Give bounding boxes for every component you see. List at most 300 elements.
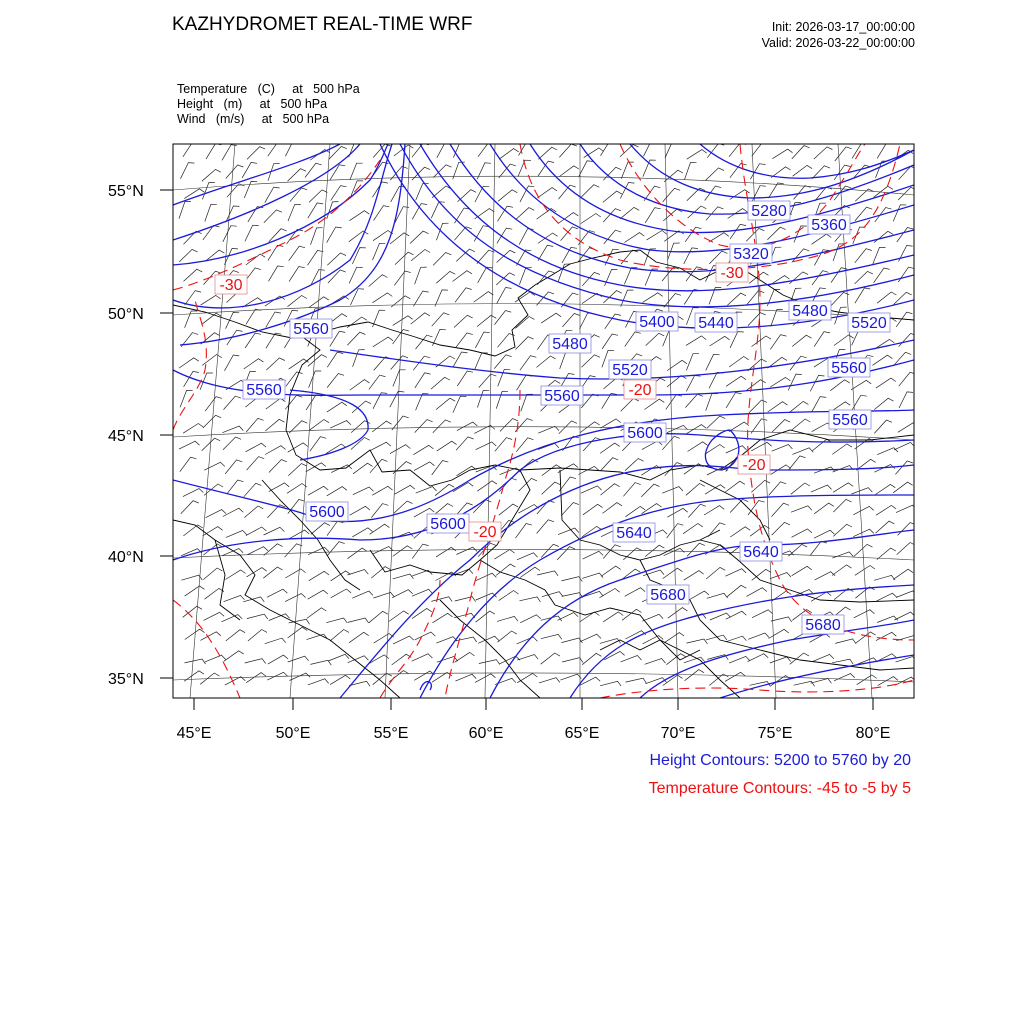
wind-barb bbox=[433, 420, 451, 433]
wind-barb bbox=[830, 380, 849, 391]
wind-barb bbox=[602, 393, 617, 408]
wind-barb bbox=[453, 271, 473, 282]
wind-barb bbox=[812, 397, 827, 413]
wind-barb bbox=[496, 391, 508, 408]
wind-barb bbox=[856, 632, 876, 643]
wind-barb bbox=[876, 521, 895, 533]
wind-barb bbox=[411, 570, 432, 576]
wind-barb bbox=[412, 654, 433, 661]
wind-barb bbox=[289, 530, 309, 539]
wind-barb bbox=[205, 204, 217, 221]
wind-barb bbox=[684, 289, 700, 304]
wind-barb bbox=[876, 484, 896, 494]
wind-barb bbox=[646, 333, 665, 345]
wind-barb bbox=[855, 288, 870, 303]
wind-barb bbox=[246, 673, 266, 683]
wind-barb bbox=[413, 291, 428, 306]
wind-barb bbox=[311, 228, 323, 245]
wind-barb bbox=[538, 245, 553, 260]
wind-barb bbox=[604, 230, 621, 244]
wind-barb bbox=[242, 162, 257, 178]
wind-barb bbox=[519, 229, 533, 245]
wind-barb bbox=[456, 547, 477, 554]
wind-barb bbox=[898, 267, 914, 282]
wind-barb bbox=[601, 141, 616, 156]
wind-barb bbox=[834, 674, 855, 681]
wind-barb bbox=[833, 524, 852, 536]
wind-barb bbox=[476, 611, 495, 622]
wind-barb bbox=[580, 313, 594, 329]
wind-barb bbox=[311, 270, 325, 286]
wind-barb bbox=[810, 375, 824, 391]
wind-barb bbox=[792, 335, 811, 346]
wind-barb bbox=[331, 186, 347, 201]
wind-barb bbox=[560, 352, 572, 369]
wind-barb bbox=[268, 655, 288, 664]
wind-barb bbox=[455, 288, 472, 302]
wind-barb bbox=[894, 442, 915, 450]
wind-barb bbox=[727, 293, 746, 305]
wind-barb bbox=[621, 162, 634, 179]
wind-barb bbox=[352, 528, 372, 537]
wind-barb bbox=[726, 636, 747, 642]
wind-barb bbox=[748, 313, 766, 326]
wind-barb bbox=[266, 398, 286, 409]
wind-barb bbox=[350, 380, 370, 391]
latitude-axis bbox=[160, 190, 173, 678]
wind-barb bbox=[709, 251, 727, 264]
wind-barb bbox=[288, 204, 301, 221]
lon-label-70: 70°E bbox=[660, 725, 696, 742]
wind-barb bbox=[327, 487, 347, 496]
wind-barb bbox=[561, 638, 582, 643]
lat-label-45: 45°N bbox=[108, 428, 144, 445]
wind-barb bbox=[248, 630, 267, 642]
wind-barb bbox=[223, 437, 241, 450]
wind-barb bbox=[810, 541, 827, 555]
wind-barb bbox=[520, 597, 541, 602]
wind-barb bbox=[269, 460, 287, 473]
wind-barb bbox=[730, 224, 746, 239]
wind-barb bbox=[539, 678, 560, 683]
wind-barb bbox=[730, 527, 750, 537]
wind-barb bbox=[578, 231, 595, 245]
wind-barb bbox=[582, 272, 600, 285]
wind-barb bbox=[477, 481, 497, 491]
wind-barb bbox=[853, 227, 866, 244]
wind-barb bbox=[185, 291, 201, 306]
wind-barb bbox=[603, 503, 623, 514]
wind-barb bbox=[431, 597, 452, 602]
wind-barb bbox=[558, 264, 570, 281]
wind-barb bbox=[326, 618, 347, 623]
wind-barb bbox=[494, 355, 511, 369]
wind-barb bbox=[683, 524, 703, 534]
wind-barb bbox=[389, 611, 409, 622]
wind-barb bbox=[835, 639, 856, 644]
wind-barb bbox=[647, 231, 667, 240]
wind-barb bbox=[498, 206, 514, 221]
wind-barb bbox=[813, 439, 832, 450]
wind-barb bbox=[814, 147, 833, 159]
temperature-label: -20 bbox=[473, 524, 497, 541]
height-label: 5560 bbox=[246, 382, 282, 399]
wind-barb bbox=[517, 553, 538, 560]
wind-barb bbox=[391, 296, 410, 307]
wind-barb bbox=[747, 291, 764, 305]
wind-barb bbox=[814, 332, 830, 347]
wind-barb bbox=[705, 485, 725, 495]
wind-barb bbox=[834, 335, 854, 346]
wind-barb bbox=[688, 442, 708, 452]
wind-barb bbox=[183, 489, 204, 497]
wind-barb bbox=[244, 506, 263, 518]
wind-barb bbox=[583, 551, 604, 559]
wind-barb bbox=[832, 659, 853, 664]
wind-barb bbox=[876, 505, 896, 515]
wind-barb bbox=[559, 166, 579, 177]
wind-barb bbox=[310, 420, 330, 431]
lon-label-75: 75°E bbox=[757, 725, 793, 742]
wind-barb bbox=[457, 371, 473, 386]
wind-barb bbox=[516, 438, 533, 452]
wind-barb bbox=[371, 567, 390, 579]
wind-barb bbox=[538, 147, 557, 159]
wind-barb bbox=[310, 437, 326, 452]
wind-barb bbox=[600, 458, 618, 471]
height-label: 5640 bbox=[743, 544, 779, 561]
wind-barb bbox=[854, 610, 875, 618]
wind-barb bbox=[287, 484, 307, 494]
height-label: 5360 bbox=[811, 217, 847, 234]
height-label: 5520 bbox=[612, 362, 648, 379]
wind-barb bbox=[373, 592, 394, 598]
wind-barb bbox=[201, 295, 221, 305]
wind-barb bbox=[686, 336, 706, 346]
wind-barb bbox=[349, 231, 368, 242]
wind-barb bbox=[835, 147, 852, 161]
wind-barb bbox=[395, 485, 415, 494]
wind-barb bbox=[645, 399, 665, 409]
wind-barb bbox=[183, 424, 203, 434]
wind-barb bbox=[457, 466, 477, 476]
wind-barb bbox=[726, 376, 746, 386]
wind-barb bbox=[305, 163, 322, 177]
wind-barb bbox=[752, 336, 772, 347]
wind-barb bbox=[729, 656, 750, 663]
wind-barb bbox=[308, 486, 328, 495]
map-title: KAZHYDROMET REAL-TIME WRF bbox=[172, 14, 473, 35]
wind-barb bbox=[331, 589, 351, 598]
wind-barb bbox=[247, 147, 265, 160]
wind-barb bbox=[643, 293, 663, 303]
wind-barb bbox=[498, 334, 515, 348]
wind-barb bbox=[811, 485, 832, 492]
wind-barb bbox=[582, 355, 600, 367]
wind-barb bbox=[791, 419, 810, 431]
wind-barb bbox=[330, 165, 345, 180]
wind-barb bbox=[225, 570, 245, 580]
wind-barb bbox=[792, 566, 812, 575]
height-label: 5600 bbox=[309, 504, 345, 521]
wind-barb bbox=[436, 547, 456, 557]
wind-barb bbox=[350, 506, 370, 515]
wind-barb bbox=[434, 504, 453, 516]
wind-barb bbox=[431, 202, 445, 218]
wind-barb bbox=[308, 250, 324, 265]
wind-barb bbox=[621, 290, 634, 307]
wind-barb bbox=[310, 660, 331, 665]
wind-barb bbox=[641, 484, 659, 497]
wind-barb bbox=[603, 191, 622, 202]
lon-label-65: 65°E bbox=[564, 725, 600, 742]
wind-barb bbox=[579, 161, 593, 177]
wind-barb bbox=[349, 211, 369, 221]
wind-barb bbox=[289, 359, 309, 369]
wind-barb bbox=[243, 597, 264, 602]
wind-barb bbox=[814, 503, 834, 514]
wind-barb bbox=[499, 591, 519, 601]
wind-barb bbox=[580, 634, 601, 641]
wind-barb bbox=[558, 613, 579, 621]
wind-barb bbox=[562, 313, 580, 327]
wind-barb bbox=[664, 633, 684, 643]
height-label: 5280 bbox=[751, 203, 787, 220]
wind-barb bbox=[410, 231, 429, 243]
wind-barb bbox=[725, 481, 745, 492]
height-label: 5560 bbox=[832, 412, 868, 429]
wind-barb bbox=[246, 254, 265, 265]
wind-barb bbox=[393, 546, 413, 557]
wind-barb bbox=[833, 483, 853, 493]
wind-barb bbox=[748, 654, 769, 662]
wind-barb bbox=[497, 288, 512, 304]
wind-barb bbox=[179, 201, 191, 218]
wind-barb bbox=[268, 245, 283, 260]
lon-label-55: 55°E bbox=[373, 725, 409, 742]
wind-barb bbox=[852, 143, 867, 158]
wind-barb bbox=[832, 552, 853, 558]
height-contour-legend: Height Contours: 5200 to 5760 by 20 bbox=[649, 752, 911, 769]
wind-barb bbox=[204, 462, 225, 470]
wind-barb bbox=[794, 226, 807, 243]
wind-barb bbox=[831, 268, 847, 283]
wind-barb bbox=[602, 334, 618, 349]
wind-barb bbox=[625, 459, 644, 471]
wind-barb bbox=[390, 445, 410, 454]
wind-barb bbox=[517, 673, 537, 682]
wind-barb bbox=[898, 523, 916, 536]
wind-barb bbox=[600, 681, 621, 686]
wind-barb bbox=[542, 465, 562, 476]
wind-barb bbox=[436, 398, 455, 409]
wind-barb bbox=[369, 611, 388, 623]
wind-barb bbox=[370, 524, 390, 534]
wind-barb bbox=[474, 292, 494, 303]
wind-barb bbox=[224, 396, 241, 410]
wind-barb bbox=[202, 169, 221, 181]
wind-barb bbox=[789, 401, 808, 412]
wind-barb bbox=[285, 544, 303, 557]
temperature-label: -30 bbox=[219, 277, 243, 294]
wind-barb bbox=[348, 548, 368, 559]
wind-barb bbox=[437, 441, 457, 451]
wind-barb bbox=[454, 315, 473, 327]
wind-barb bbox=[477, 390, 489, 407]
wind-barb bbox=[706, 567, 725, 579]
wind-barb bbox=[768, 402, 788, 412]
height-label: 5600 bbox=[430, 516, 466, 533]
wind-barb bbox=[203, 544, 222, 555]
wind-barb bbox=[687, 150, 707, 160]
wind-barb bbox=[436, 271, 455, 283]
height-label: 5320 bbox=[733, 246, 769, 263]
lon-label-80: 80°E bbox=[855, 725, 891, 742]
wind-barb bbox=[455, 597, 476, 602]
wind-barb bbox=[247, 614, 268, 619]
wind-barb bbox=[794, 681, 815, 686]
wind-barb bbox=[833, 244, 845, 261]
wind-barb bbox=[559, 421, 577, 434]
wind-barb bbox=[603, 545, 620, 559]
wind-barb bbox=[414, 671, 434, 680]
longitude-axis bbox=[194, 698, 873, 710]
wind-barb bbox=[456, 333, 473, 347]
wind-barb bbox=[730, 163, 747, 177]
wind-barb bbox=[352, 591, 373, 598]
wind-barb bbox=[516, 208, 535, 220]
wind-barb bbox=[684, 248, 698, 264]
wind-barb bbox=[285, 395, 302, 409]
wind-barb bbox=[288, 627, 308, 638]
wind-barb bbox=[373, 337, 393, 347]
wind-barb bbox=[874, 231, 893, 242]
wind-barb bbox=[769, 629, 789, 638]
wind-barb bbox=[306, 395, 322, 410]
wind-barb bbox=[582, 573, 603, 578]
wind-barb bbox=[372, 293, 392, 303]
wind-barb bbox=[623, 483, 640, 497]
wind-barb bbox=[811, 679, 832, 684]
wind-barb bbox=[390, 391, 404, 407]
wind-barb bbox=[876, 378, 896, 388]
wind-barb bbox=[877, 616, 898, 623]
wind-barb bbox=[477, 163, 491, 179]
wind-barb bbox=[772, 420, 790, 433]
wind-barb bbox=[247, 568, 267, 577]
wind-barb bbox=[416, 487, 437, 494]
wind-barb bbox=[227, 480, 244, 494]
wind-barb bbox=[624, 233, 644, 243]
wind-barb bbox=[202, 355, 222, 366]
height-label: 5400 bbox=[639, 314, 675, 331]
wind-barb bbox=[431, 377, 450, 389]
wind-barb bbox=[475, 353, 488, 370]
wind-barb bbox=[726, 393, 741, 408]
wind-barb bbox=[600, 443, 620, 453]
wind-barb bbox=[686, 376, 700, 392]
field-height: Height (m) at 500 hPa bbox=[177, 97, 328, 111]
wind-barb bbox=[392, 654, 412, 665]
wind-barb bbox=[265, 419, 284, 431]
wind-barb bbox=[263, 567, 282, 578]
wind-barb bbox=[432, 461, 449, 476]
wind-barb bbox=[500, 468, 521, 475]
wind-barb bbox=[414, 462, 434, 471]
wind-barb bbox=[601, 484, 620, 495]
wind-barb bbox=[686, 354, 699, 371]
wind-barb bbox=[749, 400, 767, 413]
wind-barb bbox=[327, 253, 346, 265]
height-label: 5600 bbox=[627, 425, 663, 442]
wind-barb bbox=[476, 573, 497, 581]
temperature-label: -20 bbox=[742, 457, 766, 474]
wind-barb bbox=[265, 638, 286, 644]
wind-barb bbox=[520, 567, 540, 577]
wind-barb bbox=[245, 225, 259, 241]
wind-barb bbox=[541, 653, 560, 664]
wind-barb bbox=[517, 375, 533, 390]
wind-barb bbox=[179, 358, 199, 368]
wind-barb bbox=[285, 594, 306, 602]
wind-barb bbox=[706, 168, 725, 181]
wind-barb bbox=[752, 610, 773, 618]
wind-barb bbox=[478, 143, 495, 157]
wind-barb bbox=[537, 188, 557, 198]
wind-barb bbox=[899, 246, 913, 262]
height-label: 5440 bbox=[698, 315, 734, 332]
wind-barb bbox=[349, 267, 363, 283]
wind-barb bbox=[707, 467, 728, 475]
wind-barb bbox=[667, 524, 684, 538]
wind-barb bbox=[477, 315, 496, 326]
wind-barb bbox=[771, 617, 792, 622]
wind-barb bbox=[290, 188, 307, 202]
wind-barb bbox=[581, 394, 598, 408]
wind-barb bbox=[814, 530, 835, 538]
wind-barb bbox=[373, 547, 394, 555]
wind-barb bbox=[206, 144, 221, 159]
wind-barb bbox=[415, 373, 431, 388]
wind-barb bbox=[751, 442, 771, 451]
wind-barb bbox=[561, 577, 582, 582]
wind-barb bbox=[288, 656, 309, 662]
wind-barb bbox=[456, 249, 475, 261]
wind-barb bbox=[246, 443, 266, 452]
wind-barb bbox=[245, 333, 261, 348]
wind-barb bbox=[454, 227, 472, 241]
wind-barb bbox=[541, 634, 562, 639]
wind-barb bbox=[183, 525, 202, 536]
wind-barb bbox=[433, 253, 451, 266]
wind-barb bbox=[895, 461, 913, 475]
lon-label-45: 45°E bbox=[176, 725, 212, 742]
wind-barb bbox=[180, 457, 197, 472]
wind-barb bbox=[707, 416, 725, 428]
wind-barb bbox=[203, 568, 222, 580]
valid-time: Valid: 2026-03-22_00:00:00 bbox=[761, 36, 915, 50]
wind-barb bbox=[894, 612, 915, 620]
wind-barb bbox=[542, 592, 563, 597]
wind-barb bbox=[874, 575, 895, 580]
wind-barb bbox=[226, 312, 240, 328]
wind-barb bbox=[666, 395, 682, 410]
wind-barb bbox=[663, 330, 676, 347]
wind-barb bbox=[328, 542, 345, 556]
wind-barb bbox=[288, 169, 307, 182]
wind-barb bbox=[369, 275, 388, 287]
wind-barb bbox=[687, 639, 708, 644]
